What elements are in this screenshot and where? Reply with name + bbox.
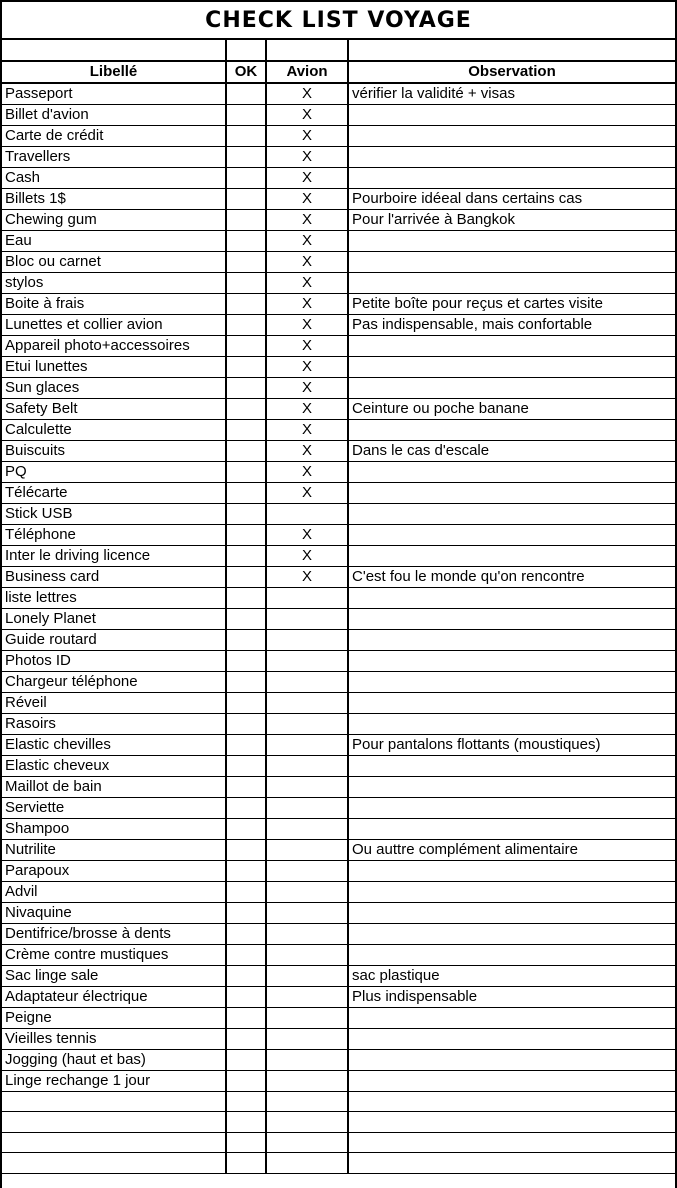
libelle-cell: Chargeur téléphone bbox=[2, 671, 226, 692]
table-row bbox=[2, 524, 675, 545]
avion-cell bbox=[266, 797, 348, 818]
avion-cell: X bbox=[266, 146, 348, 167]
ok-cell bbox=[226, 335, 266, 356]
observation-cell bbox=[348, 629, 675, 650]
table-row bbox=[2, 545, 675, 566]
observation-cell bbox=[348, 692, 675, 713]
ok-cell bbox=[226, 671, 266, 692]
libelle-cell: stylos bbox=[2, 272, 226, 293]
avion-cell: X bbox=[266, 272, 348, 293]
ok-cell bbox=[226, 734, 266, 755]
observation-cell: Pour l'arrivée à Bangkok bbox=[348, 209, 675, 230]
avion-cell bbox=[266, 1132, 348, 1153]
table-row bbox=[2, 377, 675, 398]
avion-cell: X bbox=[266, 293, 348, 314]
ok-cell bbox=[226, 1091, 266, 1112]
ok-cell bbox=[226, 1153, 266, 1174]
observation-cell: Ceinture ou poche banane bbox=[348, 398, 675, 419]
observation-cell bbox=[348, 1112, 675, 1133]
table-row bbox=[2, 1007, 675, 1028]
avion-cell bbox=[266, 1049, 348, 1070]
avion-cell bbox=[266, 1153, 348, 1174]
observation-cell bbox=[348, 944, 675, 965]
ok-cell bbox=[226, 776, 266, 797]
observation-cell: C'est fou le monde qu'on rencontre bbox=[348, 566, 675, 587]
observation-cell bbox=[348, 902, 675, 923]
avion-cell bbox=[266, 1070, 348, 1091]
ok-cell bbox=[226, 188, 266, 209]
libelle-cell bbox=[2, 1153, 226, 1174]
header-ok: OK bbox=[226, 61, 266, 83]
sheet-title: CHECK LIST VOYAGE bbox=[2, 2, 675, 40]
observation-cell bbox=[348, 461, 675, 482]
ok-cell bbox=[226, 230, 266, 251]
libelle-cell: Jogging (haut et bas) bbox=[2, 1049, 226, 1070]
ok-cell bbox=[226, 629, 266, 650]
table-row bbox=[2, 1112, 675, 1133]
avion-cell: X bbox=[266, 251, 348, 272]
libelle-cell: Stick USB bbox=[2, 503, 226, 524]
table-row bbox=[2, 671, 675, 692]
libelle-cell: Lonely Planet bbox=[2, 608, 226, 629]
observation-cell bbox=[348, 881, 675, 902]
table-row bbox=[2, 923, 675, 944]
table-row bbox=[2, 860, 675, 881]
ok-cell bbox=[226, 944, 266, 965]
avion-cell: X bbox=[266, 482, 348, 503]
libelle-cell: Advil bbox=[2, 881, 226, 902]
table-row bbox=[2, 356, 675, 377]
ok-cell bbox=[226, 566, 266, 587]
table-row bbox=[2, 209, 675, 230]
table-row bbox=[2, 503, 675, 524]
observation-cell bbox=[348, 524, 675, 545]
table-row bbox=[2, 650, 675, 671]
libelle-cell: Photos ID bbox=[2, 650, 226, 671]
table-row bbox=[2, 146, 675, 167]
observation-cell bbox=[348, 713, 675, 734]
libelle-cell: Carte de crédit bbox=[2, 125, 226, 146]
observation-cell bbox=[348, 776, 675, 797]
libelle-cell: Télécarte bbox=[2, 482, 226, 503]
observation-cell bbox=[348, 818, 675, 839]
avion-cell: X bbox=[266, 125, 348, 146]
ok-cell bbox=[226, 482, 266, 503]
table-row bbox=[2, 314, 675, 335]
ok-cell bbox=[226, 524, 266, 545]
libelle-cell: Nutrilite bbox=[2, 839, 226, 860]
observation-cell bbox=[348, 1049, 675, 1070]
libelle-cell: Safety Belt bbox=[2, 398, 226, 419]
observation-cell bbox=[348, 650, 675, 671]
libelle-cell: Boite à frais bbox=[2, 293, 226, 314]
ok-cell bbox=[226, 440, 266, 461]
libelle-cell bbox=[2, 1112, 226, 1133]
table-row bbox=[2, 881, 675, 902]
observation-cell: sac plastique bbox=[348, 965, 675, 986]
libelle-cell: Elastic chevilles bbox=[2, 734, 226, 755]
avion-cell: X bbox=[266, 335, 348, 356]
libelle-cell: Parapoux bbox=[2, 860, 226, 881]
spacer-cell bbox=[266, 40, 348, 61]
avion-cell bbox=[266, 986, 348, 1007]
avion-cell: X bbox=[266, 314, 348, 335]
avion-cell: X bbox=[266, 461, 348, 482]
observation-cell: vérifier la validité + visas bbox=[348, 83, 675, 105]
libelle-cell: Téléphone bbox=[2, 524, 226, 545]
avion-cell bbox=[266, 692, 348, 713]
ok-cell bbox=[226, 146, 266, 167]
ok-cell bbox=[226, 818, 266, 839]
observation-cell bbox=[348, 356, 675, 377]
libelle-cell: Lunettes et collier avion bbox=[2, 314, 226, 335]
table-row bbox=[2, 461, 675, 482]
avion-cell bbox=[266, 881, 348, 902]
observation-cell bbox=[348, 1091, 675, 1112]
ok-cell bbox=[226, 839, 266, 860]
table-row bbox=[2, 986, 675, 1007]
ok-cell bbox=[226, 314, 266, 335]
table-row bbox=[2, 1028, 675, 1049]
ok-cell bbox=[226, 1028, 266, 1049]
ok-cell bbox=[226, 713, 266, 734]
ok-cell bbox=[226, 272, 266, 293]
table-row bbox=[2, 587, 675, 608]
observation-cell bbox=[348, 419, 675, 440]
table-row bbox=[2, 629, 675, 650]
ok-cell bbox=[226, 1112, 266, 1133]
avion-cell bbox=[266, 629, 348, 650]
observation-cell bbox=[348, 125, 675, 146]
libelle-cell: Billet d'avion bbox=[2, 104, 226, 125]
ok-cell bbox=[226, 797, 266, 818]
table-row bbox=[2, 944, 675, 965]
table-row bbox=[2, 125, 675, 146]
ok-cell bbox=[226, 461, 266, 482]
libelle-cell: Bloc ou carnet bbox=[2, 251, 226, 272]
table-row bbox=[2, 965, 675, 986]
table-row bbox=[2, 1132, 675, 1153]
table-row bbox=[2, 797, 675, 818]
observation-cell bbox=[348, 545, 675, 566]
observation-cell: Plus indispensable bbox=[348, 986, 675, 1007]
libelle-cell: Travellers bbox=[2, 146, 226, 167]
table-row bbox=[2, 1091, 675, 1112]
observation-cell: Ou auttre complément alimentaire bbox=[348, 839, 675, 860]
table-row bbox=[2, 272, 675, 293]
table-row bbox=[2, 734, 675, 755]
table-row bbox=[2, 839, 675, 860]
avion-cell bbox=[266, 608, 348, 629]
table-row bbox=[2, 251, 675, 272]
avion-cell bbox=[266, 923, 348, 944]
avion-cell: X bbox=[266, 566, 348, 587]
libelle-cell: Réveil bbox=[2, 692, 226, 713]
observation-cell bbox=[348, 1153, 675, 1174]
header-libelle: Libellé bbox=[2, 61, 226, 83]
avion-cell: X bbox=[266, 398, 348, 419]
avion-cell bbox=[266, 839, 348, 860]
libelle-cell: Sun glaces bbox=[2, 377, 226, 398]
observation-cell: Pour pantalons flottants (moustiques) bbox=[348, 734, 675, 755]
table-row bbox=[2, 188, 675, 209]
spacer-cell bbox=[226, 40, 266, 61]
libelle-cell: Rasoirs bbox=[2, 713, 226, 734]
observation-cell bbox=[348, 797, 675, 818]
libelle-cell bbox=[2, 1132, 226, 1153]
observation-cell bbox=[348, 860, 675, 881]
table-row bbox=[2, 293, 675, 314]
table-row bbox=[2, 335, 675, 356]
observation-cell bbox=[348, 104, 675, 125]
ok-cell bbox=[226, 755, 266, 776]
libelle-cell: Eau bbox=[2, 230, 226, 251]
table-row bbox=[2, 83, 675, 105]
spacer-cell bbox=[2, 40, 226, 61]
ok-cell bbox=[226, 923, 266, 944]
libelle-cell: liste lettres bbox=[2, 587, 226, 608]
table-row bbox=[2, 1153, 675, 1174]
observation-cell bbox=[348, 1132, 675, 1153]
avion-cell: X bbox=[266, 377, 348, 398]
observation-cell bbox=[348, 755, 675, 776]
libelle-cell: Buiscuits bbox=[2, 440, 226, 461]
libelle-cell: Shampoo bbox=[2, 818, 226, 839]
ok-cell bbox=[226, 608, 266, 629]
avion-cell bbox=[266, 503, 348, 524]
ok-cell bbox=[226, 398, 266, 419]
avion-cell: X bbox=[266, 104, 348, 125]
ok-cell bbox=[226, 545, 266, 566]
avion-cell: X bbox=[266, 524, 348, 545]
ok-cell bbox=[226, 356, 266, 377]
libelle-cell: Passeport bbox=[2, 83, 226, 105]
libelle-cell: Appareil photo+accessoires bbox=[2, 335, 226, 356]
ok-cell bbox=[226, 692, 266, 713]
observation-cell bbox=[348, 1070, 675, 1091]
avion-cell: X bbox=[266, 230, 348, 251]
libelle-cell: Linge rechange 1 jour bbox=[2, 1070, 226, 1091]
libelle-cell: Guide routard bbox=[2, 629, 226, 650]
avion-cell bbox=[266, 713, 348, 734]
avion-cell: X bbox=[266, 545, 348, 566]
avion-cell bbox=[266, 650, 348, 671]
observation-cell bbox=[348, 503, 675, 524]
observation-cell bbox=[348, 167, 675, 188]
table-row bbox=[2, 398, 675, 419]
table-row bbox=[2, 230, 675, 251]
libelle-cell bbox=[2, 1091, 226, 1112]
avion-cell: X bbox=[266, 419, 348, 440]
observation-cell bbox=[348, 1028, 675, 1049]
libelle-cell: Calculette bbox=[2, 419, 226, 440]
ok-cell bbox=[226, 986, 266, 1007]
ok-cell bbox=[226, 419, 266, 440]
ok-cell bbox=[226, 1007, 266, 1028]
libelle-cell: Sac linge sale bbox=[2, 965, 226, 986]
libelle-cell: Billets 1$ bbox=[2, 188, 226, 209]
observation-cell bbox=[348, 146, 675, 167]
avion-cell bbox=[266, 965, 348, 986]
observation-cell: Pourboire idéeal dans certains cas bbox=[348, 188, 675, 209]
avion-cell bbox=[266, 734, 348, 755]
observation-cell bbox=[348, 230, 675, 251]
avion-cell: X bbox=[266, 209, 348, 230]
table-header-row bbox=[2, 61, 675, 83]
avion-cell bbox=[266, 1007, 348, 1028]
avion-cell: X bbox=[266, 188, 348, 209]
checklist-table bbox=[2, 40, 675, 1174]
libelle-cell: Crème contre mustiques bbox=[2, 944, 226, 965]
header-observation: Observation bbox=[348, 61, 675, 83]
table-row bbox=[2, 167, 675, 188]
libelle-cell: PQ bbox=[2, 461, 226, 482]
table-row bbox=[2, 419, 675, 440]
libelle-cell: Adaptateur électrique bbox=[2, 986, 226, 1007]
libelle-cell: Serviette bbox=[2, 797, 226, 818]
avion-cell bbox=[266, 587, 348, 608]
avion-cell: X bbox=[266, 167, 348, 188]
ok-cell bbox=[226, 125, 266, 146]
observation-cell bbox=[348, 671, 675, 692]
ok-cell bbox=[226, 881, 266, 902]
table-row bbox=[2, 818, 675, 839]
avion-cell bbox=[266, 902, 348, 923]
libelle-cell: Etui lunettes bbox=[2, 356, 226, 377]
table-row bbox=[2, 1070, 675, 1091]
table-row bbox=[2, 1049, 675, 1070]
libelle-cell: Cash bbox=[2, 167, 226, 188]
observation-cell bbox=[348, 272, 675, 293]
libelle-cell: Vieilles tennis bbox=[2, 1028, 226, 1049]
avion-cell bbox=[266, 1091, 348, 1112]
table-row bbox=[2, 692, 675, 713]
observation-cell bbox=[348, 1007, 675, 1028]
observation-cell bbox=[348, 923, 675, 944]
blank-spacer-row bbox=[2, 40, 675, 61]
table-row bbox=[2, 440, 675, 461]
ok-cell bbox=[226, 104, 266, 125]
avion-cell bbox=[266, 1028, 348, 1049]
ok-cell bbox=[226, 1049, 266, 1070]
observation-cell: Pas indispensable, mais confortable bbox=[348, 314, 675, 335]
ok-cell bbox=[226, 209, 266, 230]
header-avion: Avion bbox=[266, 61, 348, 83]
table-row bbox=[2, 755, 675, 776]
ok-cell bbox=[226, 650, 266, 671]
observation-cell bbox=[348, 377, 675, 398]
libelle-cell: Elastic cheveux bbox=[2, 755, 226, 776]
avion-cell: X bbox=[266, 356, 348, 377]
avion-cell bbox=[266, 1112, 348, 1133]
libelle-cell: Business card bbox=[2, 566, 226, 587]
libelle-cell: Chewing gum bbox=[2, 209, 226, 230]
ok-cell bbox=[226, 587, 266, 608]
ok-cell bbox=[226, 860, 266, 881]
libelle-cell: Inter le driving licence bbox=[2, 545, 226, 566]
libelle-cell: Nivaquine bbox=[2, 902, 226, 923]
avion-cell: X bbox=[266, 440, 348, 461]
observation-cell bbox=[348, 482, 675, 503]
ok-cell bbox=[226, 1132, 266, 1153]
ok-cell bbox=[226, 965, 266, 986]
avion-cell bbox=[266, 944, 348, 965]
avion-cell bbox=[266, 755, 348, 776]
table-row bbox=[2, 776, 675, 797]
ok-cell bbox=[226, 503, 266, 524]
libelle-cell: Maillot de bain bbox=[2, 776, 226, 797]
avion-cell bbox=[266, 818, 348, 839]
table-row bbox=[2, 104, 675, 125]
ok-cell bbox=[226, 167, 266, 188]
observation-cell bbox=[348, 587, 675, 608]
observation-cell bbox=[348, 335, 675, 356]
table-row bbox=[2, 902, 675, 923]
ok-cell bbox=[226, 377, 266, 398]
table-row bbox=[2, 608, 675, 629]
observation-cell bbox=[348, 251, 675, 272]
ok-cell bbox=[226, 251, 266, 272]
ok-cell bbox=[226, 1070, 266, 1091]
table-row bbox=[2, 566, 675, 587]
ok-cell bbox=[226, 293, 266, 314]
avion-cell bbox=[266, 671, 348, 692]
libelle-cell: Dentifrice/brosse à dents bbox=[2, 923, 226, 944]
ok-cell bbox=[226, 902, 266, 923]
ok-cell bbox=[226, 83, 266, 105]
avion-cell bbox=[266, 776, 348, 797]
spacer-cell bbox=[348, 40, 675, 61]
libelle-cell: Peigne bbox=[2, 1007, 226, 1028]
avion-cell bbox=[266, 860, 348, 881]
table-row bbox=[2, 482, 675, 503]
observation-cell: Petite boîte pour reçus et cartes visite bbox=[348, 293, 675, 314]
observation-cell: Dans le cas d'escale bbox=[348, 440, 675, 461]
observation-cell bbox=[348, 608, 675, 629]
table-row bbox=[2, 713, 675, 734]
avion-cell: X bbox=[266, 83, 348, 105]
